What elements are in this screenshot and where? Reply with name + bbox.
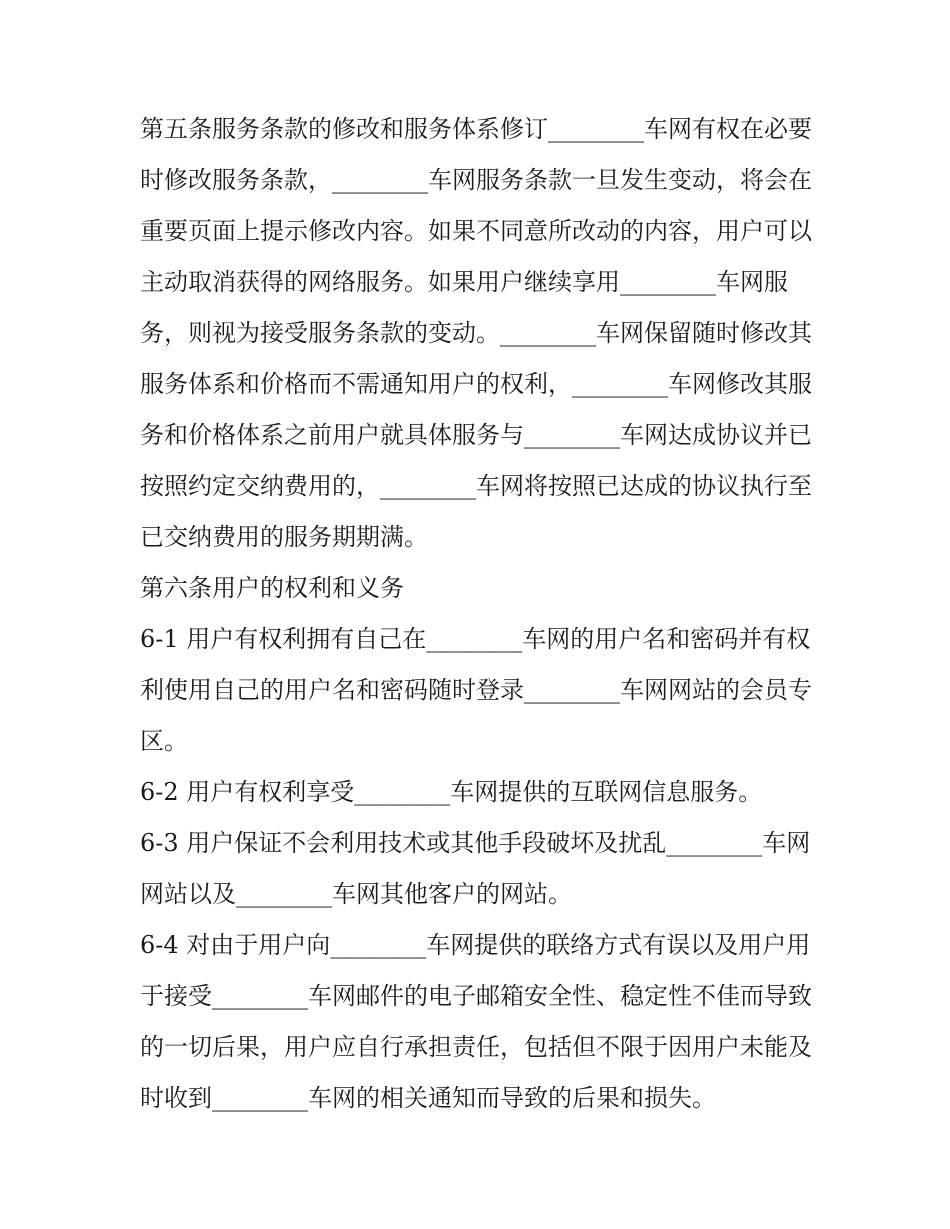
clause-6-4-paragraph: 6-4 对由于用户向________车网提供的联络方式有误以及用户用于接受________车网邮件的电子邮箱安全性、稳定性不佳而导致的一切后果，用户应自行承担责任，包括但不限于因用户未能及时收到________车网的相关通知而导致的后果和损失。 (140, 931, 812, 1112)
clause-6-1-paragraph: 6-1 用户有权利拥有自己在________车网的用户名和密码并有权利使用自己的用户名和密码随时登录________车网网站的会员专区。 (140, 625, 812, 755)
clause-6-3-paragraph: 6-3 用户保证不会利用技术或其他手段破坏及扰乱________车网网站以及________车网其他客户的网站。 (140, 829, 811, 908)
clause-5-paragraph: 第五条服务条款的修改和服务体系修订________车网有权在必要时修改服务条款，________车网服务条款一旦发生变动，将会在重要页面上提示修改内容。如果不同意所改动的内容，用户可以主动取消获得的网络服务。如果用户继续享用________车网服务，则视为接受服务条款的变动。________车网保留随时修改其服务体系和价格而不需通知用户的权利，________车网修改其服务和价格体系之前用户就具体服务与________车网达成协议并已按照约定交纳费用的，________车网将按照已达成的协议执行至已交纳费用的服务期期满。 (140, 115, 812, 551)
clause-6-2-paragraph: 6-2 用户有权利享受________车网提供的互联网信息服务。 (140, 778, 763, 806)
document-body (140, 104, 820, 1124)
clause-6-heading: 第六条用户的权利和义务 (140, 574, 404, 602)
